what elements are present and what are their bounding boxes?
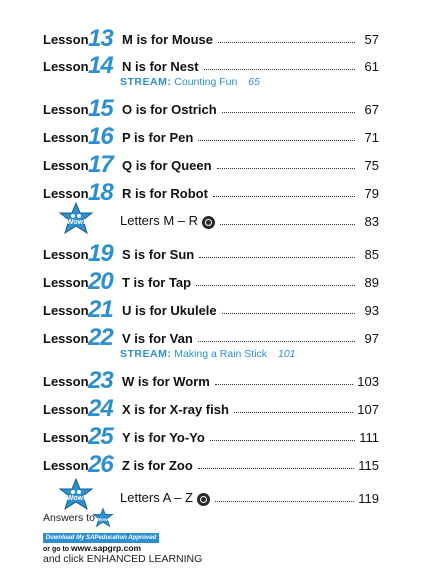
page-number: 115 (358, 457, 379, 473)
page-number: 119 (358, 490, 379, 506)
dot-leader (234, 412, 353, 413)
dot-leader (222, 112, 355, 113)
lesson-label: Lesson (43, 129, 89, 145)
stream-title: Making a Rain Stick (174, 348, 268, 360)
dot-leader (210, 440, 355, 441)
toc-row-lesson-17[interactable] (43, 151, 379, 178)
lesson-title: R is for Robot (122, 185, 208, 201)
lesson-label: Lesson (43, 31, 89, 47)
stream-tag: STREAM: (120, 76, 172, 88)
lesson-label: Lesson (43, 401, 89, 417)
toc-row-lesson-22[interactable] (43, 324, 379, 351)
stream-tag: STREAM: (120, 348, 172, 360)
lesson-title: V is for Van (122, 330, 193, 346)
lesson-title: Y is for Yo-Yo (122, 429, 205, 445)
toc-row-lesson-24[interactable] (43, 395, 379, 422)
lesson-number: 13 (88, 25, 113, 52)
stream-page-number: 65 (248, 76, 260, 88)
lesson-label: Lesson (43, 157, 89, 173)
dot-leader (217, 168, 355, 169)
dot-leader (198, 140, 355, 141)
lesson-number: 18 (88, 179, 113, 206)
wow-badge-icon (58, 478, 94, 512)
dot-leader (215, 384, 353, 385)
lesson-title: W is for Worm (122, 373, 210, 389)
toc-row-lesson-15[interactable] (43, 95, 379, 122)
lesson-number: 24 (88, 395, 113, 422)
page-number: 71 (364, 129, 379, 145)
lesson-label: Lesson (43, 185, 89, 201)
review-badge-icon (202, 216, 215, 229)
dot-leader (198, 468, 354, 469)
toc-row-review-m-r[interactable] (120, 210, 379, 232)
lesson-number: 22 (88, 324, 113, 351)
stream-activity-rain-stick[interactable] (120, 348, 296, 360)
toc-row-lesson-25[interactable] (43, 423, 379, 450)
lesson-label: Lesson (43, 274, 89, 290)
page-number: 75 (364, 157, 379, 173)
lesson-label: Lesson (43, 302, 89, 318)
svg-text:Wow!: Wow! (96, 518, 110, 524)
page-number: 93 (364, 302, 379, 318)
dot-leader (215, 501, 354, 502)
toc-row-lesson-26[interactable] (43, 451, 379, 478)
lesson-number: 21 (88, 296, 113, 323)
dot-leader (199, 257, 355, 258)
enhanced-learning-note: and click ENHANCED LEARNING (43, 553, 203, 565)
dot-leader (196, 285, 355, 286)
lesson-label: Lesson (43, 246, 89, 262)
answers-note: Answers to (43, 512, 95, 524)
page-number: 57 (364, 31, 379, 47)
toc-row-lesson-18[interactable] (43, 179, 379, 206)
toc-row-lesson-13[interactable] (43, 25, 379, 52)
wow-badge-small-icon (92, 507, 114, 529)
lesson-title: S is for Sun (122, 246, 195, 262)
wow-badge-icon (58, 202, 94, 236)
lesson-title: Q is for Queen (122, 157, 212, 173)
dot-leader (222, 313, 355, 314)
lesson-number: 19 (88, 240, 113, 267)
toc-row-lesson-20[interactable] (43, 268, 379, 295)
page-number: 111 (359, 429, 379, 445)
stream-activity-counting-fun[interactable] (120, 76, 260, 88)
lesson-title: X is for X-ray fish (122, 401, 229, 417)
toc-row-lesson-16[interactable] (43, 123, 379, 150)
lesson-number: 23 (88, 367, 113, 394)
lesson-title: U is for Ukulele (122, 302, 217, 318)
dot-leader (198, 341, 355, 342)
dot-leader (220, 224, 355, 225)
page-number: 79 (364, 185, 379, 201)
page-number: 97 (364, 330, 379, 346)
page-number: 89 (364, 274, 379, 290)
lesson-number: 25 (88, 423, 113, 450)
lesson-title: P is for Pen (122, 129, 194, 145)
lesson-label: Lesson (43, 330, 89, 346)
review-badge-icon (197, 493, 210, 506)
page-number: 83 (364, 213, 379, 229)
svg-text:Wow!: Wow! (66, 219, 86, 226)
page-number: 61 (364, 58, 379, 74)
dot-leader (204, 69, 355, 70)
lesson-title: O is for Ostrich (122, 101, 217, 117)
review-title: Letters M – R (120, 213, 218, 228)
page-number: 85 (364, 246, 379, 262)
download-banner[interactable]: Download My SAPeducation Approved (43, 533, 159, 543)
lesson-label: Lesson (43, 429, 89, 445)
toc-row-review-a-z[interactable] (120, 487, 379, 509)
lesson-number: 15 (88, 95, 113, 122)
lesson-number: 14 (88, 52, 113, 79)
lesson-title: T is for Tap (122, 274, 192, 290)
page-number: 103 (357, 373, 379, 389)
lesson-number: 20 (88, 268, 113, 295)
lesson-title: N is for Nest (122, 58, 199, 74)
lesson-number: 16 (88, 123, 113, 150)
toc-row-lesson-14[interactable] (43, 52, 379, 79)
lesson-title: M is for Mouse (122, 31, 214, 47)
dot-leader (213, 196, 355, 197)
lesson-title: Z is for Zoo (122, 457, 193, 473)
review-title: Letters A – Z (120, 490, 213, 505)
lesson-label: Lesson (43, 58, 89, 74)
svg-text:Wow!: Wow! (66, 495, 86, 502)
lesson-label: Lesson (43, 101, 89, 117)
stream-page-number: 101 (277, 348, 296, 360)
dot-leader (218, 42, 355, 43)
website-link[interactable]: or go to www.sapgrp.com (43, 543, 142, 553)
lesson-number: 17 (88, 151, 113, 178)
toc-row-lesson-21[interactable] (43, 296, 379, 323)
toc-row-lesson-19[interactable] (43, 240, 379, 267)
page-number: 67 (364, 101, 379, 117)
lesson-label: Lesson (43, 457, 89, 473)
lesson-number: 26 (88, 451, 113, 478)
page-number: 107 (357, 401, 379, 417)
toc-row-lesson-23[interactable] (43, 367, 379, 394)
lesson-label: Lesson (43, 373, 89, 389)
stream-title: Counting Fun (174, 76, 238, 88)
